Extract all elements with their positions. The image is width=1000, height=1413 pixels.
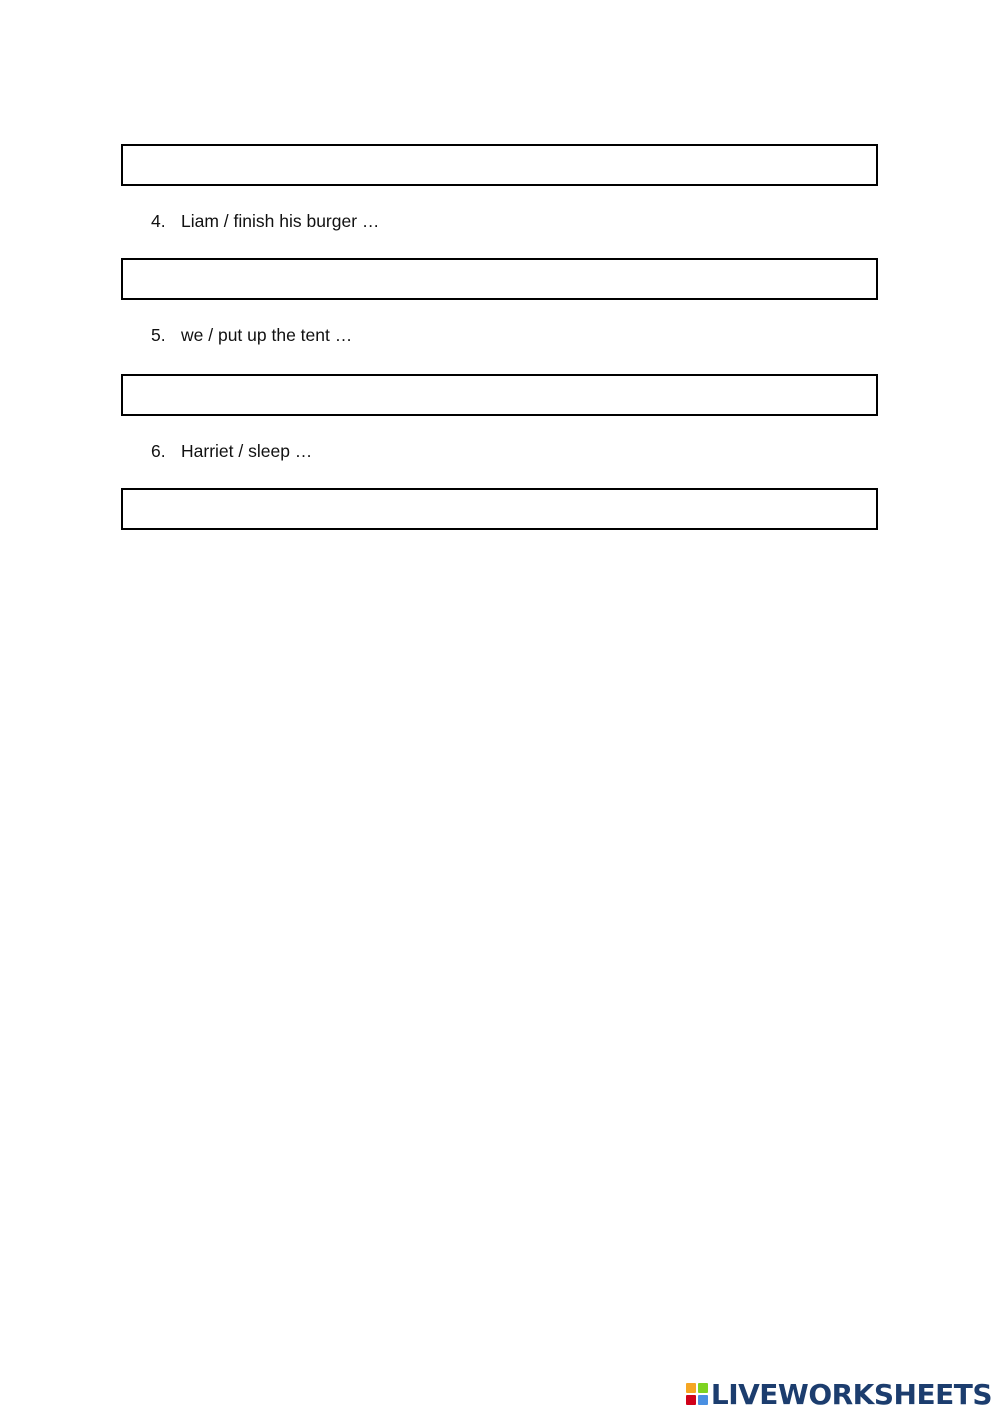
- question-4: [151, 210, 379, 232]
- answer-input-6[interactable]: [123, 490, 876, 528]
- logo-tile: [698, 1395, 708, 1405]
- answer-box-3[interactable]: [121, 144, 878, 186]
- question-text: we / put up the tent …: [181, 325, 353, 345]
- question-text: Harriet / sleep …: [181, 441, 313, 461]
- question-5: [151, 324, 352, 346]
- liveworksheets-logo: [686, 1376, 992, 1412]
- answer-box-6[interactable]: [121, 488, 878, 530]
- question-number: 4.: [151, 211, 166, 231]
- answer-box-5[interactable]: [121, 374, 878, 416]
- answer-input-3[interactable]: [123, 146, 876, 184]
- answer-box-4[interactable]: [121, 258, 878, 300]
- answer-input-5[interactable]: [123, 376, 876, 414]
- logo-tile: [686, 1395, 696, 1405]
- logo-tiles-icon: [686, 1383, 708, 1405]
- question-number: 5.: [151, 325, 166, 345]
- logo-tile: [698, 1383, 708, 1393]
- logo-text: LIVEWORKSHEETS: [710, 1377, 992, 1411]
- question-number: 6.: [151, 441, 166, 461]
- logo-tile: [686, 1383, 696, 1393]
- answer-input-4[interactable]: [123, 260, 876, 298]
- question-6: [151, 440, 312, 462]
- question-text: Liam / finish his burger …: [181, 211, 380, 231]
